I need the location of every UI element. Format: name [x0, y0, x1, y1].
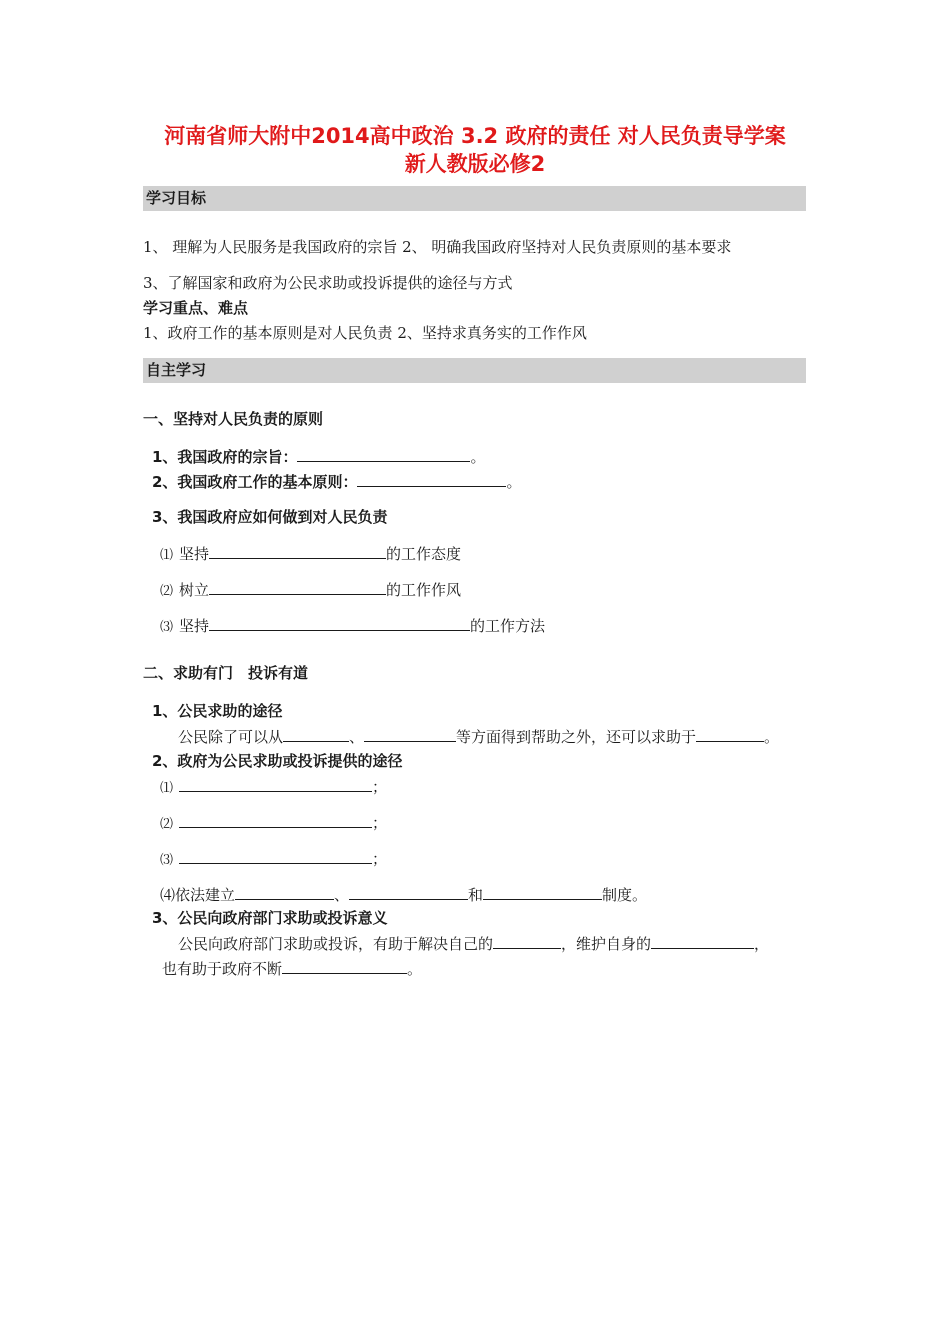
key-points-heading: 学习重点、难点 [143, 299, 249, 317]
part1-question-3: 3、我国政府应如何做到对人民负责 [152, 508, 388, 526]
sub-number: ⑶ [160, 620, 174, 635]
end-mark: 。 [407, 960, 423, 978]
blank-system-2[interactable] [349, 884, 468, 900]
sub-number: ⑵ [160, 584, 174, 599]
text-segment: 公民向政府部门求助或投诉，有助于解决自己的 [178, 935, 494, 953]
sub-suffix: 的工作作风 [386, 581, 462, 599]
part1-q1-label: 1、我国政府的宗旨： [152, 448, 298, 466]
part2-item-1 [160, 776, 387, 799]
blank-own-rights[interactable] [651, 933, 754, 949]
text-segment: 和 [468, 886, 484, 904]
semicolon: ； [372, 778, 388, 796]
part2-item-2 [160, 812, 387, 835]
blank-government-purpose[interactable] [297, 446, 470, 462]
blank-work-style[interactable] [209, 579, 386, 595]
section-header-self-study: 自主学习 [143, 358, 806, 383]
blank-channel-3[interactable] [179, 848, 372, 864]
blank-work-method[interactable] [209, 615, 470, 631]
comma: ， [754, 935, 770, 953]
separator: 、 [334, 886, 350, 904]
part2-q3-text-line1 [178, 933, 769, 954]
text-segment: ，维护自身的 [561, 935, 652, 953]
blank-help-source-3[interactable] [696, 726, 764, 742]
part1-heading: 一、坚持对人民负责的原则 [143, 410, 324, 428]
part2-question-3: 3、公民向政府部门求助或投诉意义 [152, 909, 388, 927]
part2-q3-text-line2 [162, 958, 422, 979]
item-number: ⑴ [160, 781, 174, 796]
end-mark: 。 [470, 448, 486, 466]
sub-number: ⑴ [160, 548, 174, 563]
blank-channel-2[interactable] [179, 812, 372, 828]
sub-suffix: 的工作方法 [470, 617, 546, 635]
goal-item-2: 3、了解国家和政府为公民求助或投诉提供的途径与方式 [143, 274, 513, 292]
sub-prefix: 树立 [179, 581, 210, 599]
part1-question-2 [152, 471, 521, 492]
blank-help-source-1[interactable] [283, 726, 349, 742]
part2-heading: 二、求助有门 投诉有道 [143, 664, 309, 682]
part1-sub-1 [160, 543, 461, 566]
end-mark: 。 [764, 728, 780, 746]
part2-question-2: 2、政府为公民求助或投诉提供的途径 [152, 752, 403, 770]
key-points-text: 1、政府工作的基本原则是对人民负责 2、坚持求真务实的工作作风 [143, 324, 587, 342]
part1-question-1 [152, 446, 485, 467]
end-mark: 。 [506, 473, 522, 491]
sub-prefix: 坚持 [179, 545, 210, 563]
blank-system-1[interactable] [235, 884, 334, 900]
blank-own-problem[interactable] [493, 933, 561, 949]
part2-question-1: 1、公民求助的途径 [152, 702, 283, 720]
part2-q1-text [178, 726, 779, 747]
section-header-goals: 学习目标 [143, 186, 806, 211]
document-title-line2: 新人教版必修2 [404, 152, 546, 176]
blank-channel-1[interactable] [179, 776, 372, 792]
blank-system-3[interactable] [483, 884, 602, 900]
part2-item-4 [160, 884, 647, 905]
blank-basic-principle[interactable] [357, 471, 506, 487]
separator: 、 [349, 728, 365, 746]
text-segment: 等方面得到帮助之外，还可以求助于 [456, 728, 697, 746]
item-number: ⑶ [160, 853, 174, 868]
semicolon: ； [372, 850, 388, 868]
part1-sub-2 [160, 579, 461, 602]
part1-sub-3 [160, 615, 545, 638]
part1-q2-label: 2、我国政府工作的基本原则： [152, 473, 358, 491]
goal-item-1: 1、 理解为人民服务是我国政府的宗旨 2、 明确我国政府坚持对人民负责原则的基本要求 [143, 238, 732, 256]
blank-work-attitude[interactable] [209, 543, 386, 559]
text-segment: 制度。 [602, 886, 648, 904]
text-segment: 也有助于政府不断 [162, 960, 283, 978]
text-segment: ⑷依法建立 [160, 886, 236, 904]
item-number: ⑵ [160, 817, 174, 832]
semicolon: ； [372, 814, 388, 832]
sub-prefix: 坚持 [179, 617, 210, 635]
part2-item-3 [160, 848, 387, 871]
sub-suffix: 的工作态度 [386, 545, 462, 563]
text-segment: 公民除了可以从 [178, 728, 284, 746]
document-title-line1: 河南省师大附中2014高中政治 3.2 政府的责任 对人民负责导学案 [164, 124, 786, 148]
blank-help-source-2[interactable] [364, 726, 456, 742]
blank-government-improve[interactable] [282, 958, 407, 974]
